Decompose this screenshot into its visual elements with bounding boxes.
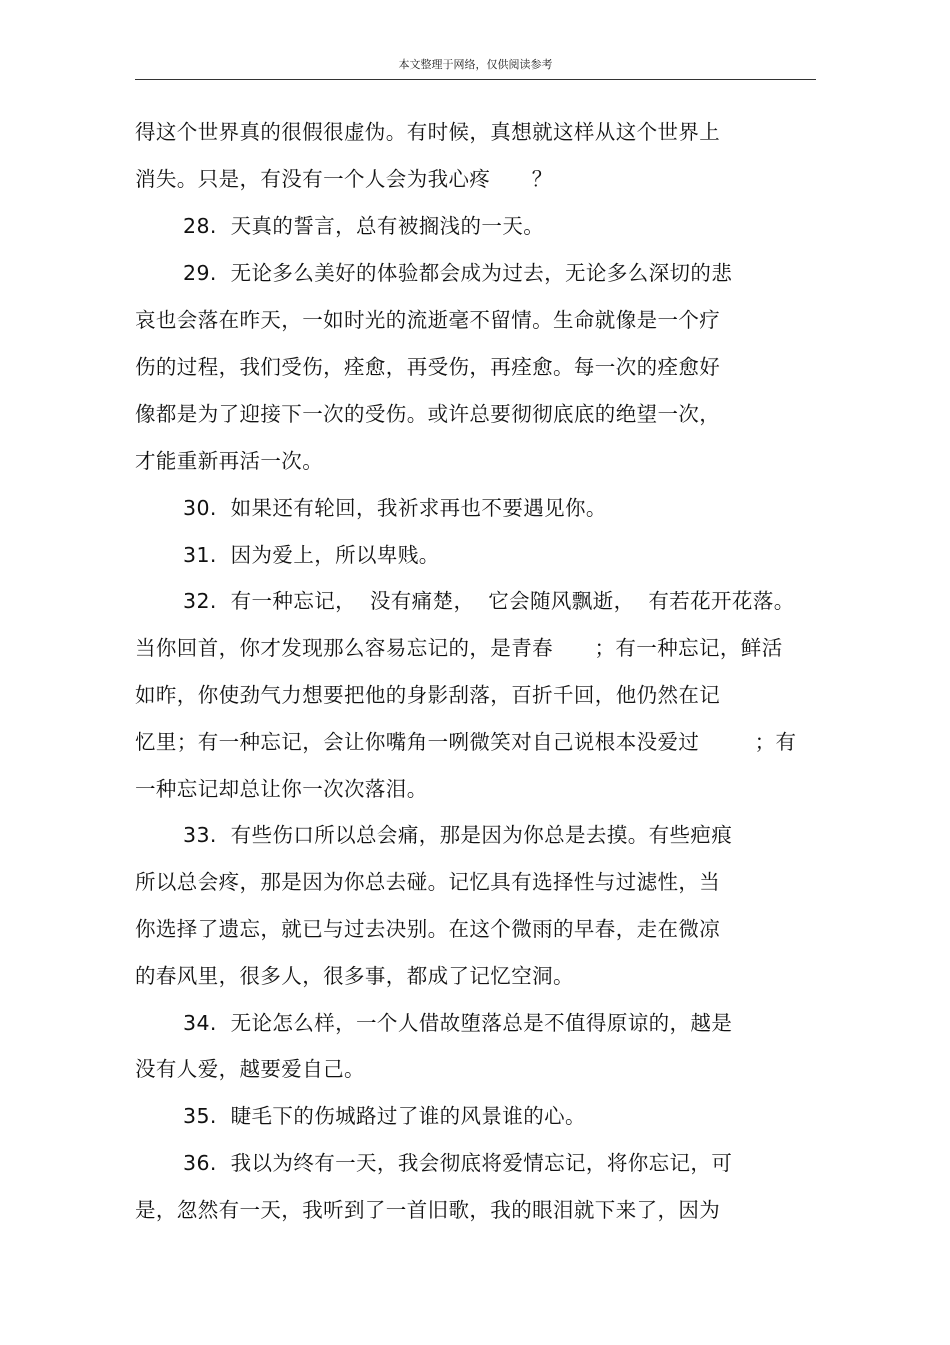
text-line: 31. 因为爱上，所以卑贱。	[183, 543, 440, 567]
text-line: 所以总会疼，那是因为你总去碰。记忆具有选择性与过滤性，当	[135, 870, 721, 894]
text-line: 30. 如果还有轮回，我祈求再也不要遇见你。	[183, 496, 607, 520]
text-line: 你选择了遗忘，就已与过去决别。在这个微雨的早春，走在微凉	[135, 917, 721, 941]
text-line: 消失。只是，有没有一个人会为我心疼 ？	[135, 167, 553, 191]
text-line: 28. 天真的誓言，总有被搁浅的一天。	[183, 214, 545, 238]
page-header-note: 本文整理于网络，仅供阅读参考	[398, 58, 553, 71]
text-line: 像都是为了迎接下一次的受伤。或许总要彻彻底底的绝望一次，	[135, 402, 721, 426]
text-line: 32. 有一种忘记， 没有痛楚， 它会随风飘逝， 有若花开花落。	[183, 589, 795, 613]
text-line: 36. 我以为终有一天，我会彻底将爱情忘记，将你忘记，可	[183, 1151, 733, 1175]
text-line: 33. 有些伤口所以总会痛，那是因为你总是去摸。有些疤痕	[183, 823, 733, 847]
header-divider	[135, 79, 816, 80]
text-line: 29. 无论多么美好的体验都会成为过去，无论多么深切的悲	[183, 261, 733, 285]
text-line: 一种忘记却总让你一次次落泪。	[135, 777, 428, 801]
text-line: 如昨，你使劲气力想要把他的身影刮落，百折千回，他仍然在记	[135, 683, 721, 707]
text-line: 是，忽然有一天，我听到了一首旧歌，我的眼泪就下来了，因为	[135, 1198, 721, 1222]
text-line: 的春风里，很多人，很多事，都成了记忆空洞。	[135, 964, 574, 988]
text-line: 没有人爱，越要爱自己。	[135, 1057, 365, 1081]
text-line: 35. 睫毛下的伤城路过了谁的风景谁的心。	[183, 1104, 586, 1128]
text-line: 当你回首，你才发现那么容易忘记的，是青春 ；有一种忘记，鲜活	[135, 636, 783, 660]
text-line: 伤的过程，我们受伤，痊愈，再受伤，再痊愈。每一次的痊愈好	[135, 355, 721, 379]
text-line: 才能重新再活一次。	[135, 449, 324, 473]
text-line: 哀也会落在昨天，一如时光的流逝毫不留情。生命就像是一个疗	[135, 308, 721, 332]
text-line: 得这个世界真的很假很虚伪。有时候，真想就这样从这个世界上	[135, 120, 721, 144]
text-line: 忆里；有一种忘记，会让你嘴角一咧微笑对自己说根本没爱过 ；有	[135, 730, 797, 754]
text-line: 34. 无论怎么样，一个人借故堕落总是不值得原谅的，越是	[183, 1011, 733, 1035]
